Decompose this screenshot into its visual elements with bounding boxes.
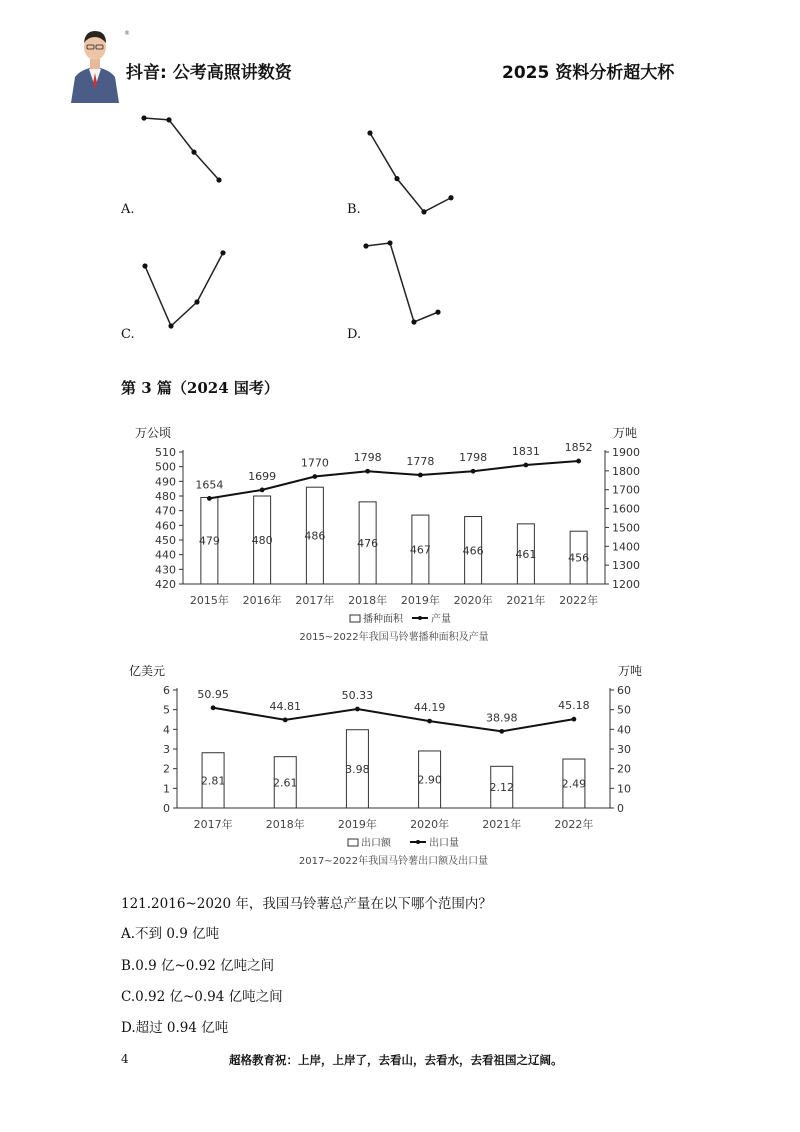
line-point — [572, 717, 577, 722]
x-tick-label: 2015年 — [189, 594, 229, 607]
right-axis-unit: 万吨 — [613, 426, 638, 440]
option-c-graph — [137, 246, 237, 336]
x-tick-label: 2021年 — [506, 594, 546, 607]
option-graph-line — [145, 253, 223, 326]
left-tick-label: 420 — [155, 578, 176, 591]
line-value-label: 50.33 — [341, 689, 374, 703]
right-tick-label: 1900 — [612, 446, 640, 459]
x-tick-label: 2019年 — [400, 594, 440, 607]
option-graph-point — [411, 319, 416, 324]
chart-area-production — [135, 422, 650, 652]
right-tick-label: 1300 — [612, 559, 640, 573]
question-stem: 121.2016~2020 年，我国马铃薯总产量在以下哪个范围内？ — [121, 896, 492, 912]
left-tick-label: 460 — [155, 519, 176, 533]
line-point — [418, 473, 423, 478]
line-point — [427, 719, 432, 724]
line-point — [471, 469, 476, 474]
line-value-label: 44.19 — [413, 701, 446, 715]
left-axis-unit: 亿美元 — [129, 664, 166, 678]
right-tick-label: 1700 — [612, 483, 640, 497]
option-graph-point — [435, 310, 440, 315]
x-tick-label: 2022年 — [559, 594, 599, 607]
x-tick-label: 2018年 — [265, 818, 305, 831]
bar-value-label: 466 — [462, 544, 484, 558]
legend-line-label: 产量 — [431, 614, 451, 625]
line-value-label: 1798 — [353, 451, 382, 465]
answer-option-c[interactable]: C.0.92 亿~0.94 亿吨之间 — [121, 989, 283, 1005]
answer-option-a[interactable]: A.不到 0.9 亿吨 — [121, 926, 220, 942]
x-tick-label: 2018年 — [348, 594, 388, 607]
chart-caption: 2015~2022年我国马铃薯播种面积及产量 — [299, 632, 489, 643]
option-graph-point — [394, 176, 399, 181]
line-point — [499, 729, 504, 734]
line-value-label: 44.81 — [269, 699, 301, 713]
chart-caption: 2017~2022年我国马铃薯出口额及出口量 — [298, 856, 489, 867]
legend-line-marker — [418, 616, 422, 620]
legend-bar-swatch — [350, 615, 360, 622]
right-tick-label: 60 — [617, 684, 631, 697]
right-tick-label: 10 — [617, 782, 631, 796]
line-value-label: 1852 — [564, 441, 593, 455]
line-point — [207, 496, 212, 501]
x-tick-label: 2019年 — [337, 818, 377, 831]
option-graph-point — [448, 195, 453, 200]
line-value-label: 1798 — [459, 451, 488, 465]
right-tick-label: 50 — [617, 703, 631, 717]
right-axis-unit: 万吨 — [618, 664, 643, 678]
left-axis-unit: 万公顷 — [135, 426, 172, 440]
page-number: 4 — [121, 1052, 129, 1066]
line-value-label: 50.95 — [197, 687, 229, 701]
line-series — [213, 708, 574, 732]
line-point — [312, 474, 317, 479]
line-point — [576, 459, 581, 464]
header-left-title: 抖音: 公考高照讲数资 — [126, 63, 292, 83]
bar-value-label: 480 — [251, 534, 273, 547]
header-right-title: 2025 资料分析超大杯 — [502, 63, 675, 83]
left-tick-label: 440 — [155, 548, 176, 562]
x-tick-label: 2020年 — [410, 818, 450, 831]
option-d-label: D. — [347, 327, 362, 342]
option-graph-point — [363, 243, 368, 248]
registered-mark: ® — [124, 30, 130, 37]
option-b-graph — [362, 125, 462, 215]
line-point — [211, 705, 216, 710]
bar-value-label: 2.61 — [273, 776, 298, 790]
legend-bar-label: 出口额 — [361, 838, 391, 849]
option-graph-point — [166, 117, 171, 122]
bar-value-label: 2.81 — [200, 774, 226, 788]
right-tick-label: 0 — [617, 802, 624, 815]
option-d-graph — [360, 236, 460, 331]
bar-value-label: 456 — [568, 551, 590, 565]
bar-value-label: 467 — [409, 543, 431, 557]
left-tick-label: 490 — [155, 475, 176, 489]
left-tick-label: 3 — [163, 743, 170, 756]
line-point — [283, 717, 288, 722]
left-tick-label: 1 — [163, 782, 170, 796]
x-tick-label: 2021年 — [482, 818, 522, 831]
x-tick-label: 2020年 — [453, 594, 493, 607]
left-tick-label: 2 — [163, 762, 170, 776]
right-tick-label: 40 — [617, 723, 631, 737]
line-value-label: 1770 — [300, 456, 329, 470]
right-tick-label: 1600 — [612, 502, 640, 516]
chart-export — [129, 660, 650, 875]
line-value-label: 1699 — [248, 469, 277, 483]
option-graph-point — [367, 130, 372, 135]
option-graph-point — [191, 150, 196, 155]
answer-option-d[interactable]: D.超过 0.94 亿吨 — [121, 1020, 229, 1036]
x-tick-label: 2017年 — [295, 594, 335, 607]
left-tick-label: 450 — [155, 534, 176, 547]
bar-value-label: 461 — [515, 547, 537, 561]
bar-value-label: 476 — [357, 536, 379, 550]
bar-value-label: 2.49 — [561, 777, 587, 791]
option-graph-point — [141, 115, 146, 120]
option-graph-point — [216, 177, 221, 182]
author-avatar — [67, 25, 123, 103]
left-tick-label: 500 — [155, 460, 176, 474]
answer-option-b[interactable]: B.0.9 亿~0.92 亿吨之间 — [121, 958, 275, 974]
left-tick-label: 6 — [163, 684, 170, 697]
x-tick-label: 2022年 — [554, 818, 594, 831]
x-tick-label: 2017年 — [193, 818, 233, 831]
option-b-label: B. — [347, 202, 361, 217]
option-c-label: C. — [121, 327, 135, 342]
bar-value-label: 2.90 — [417, 773, 442, 787]
bar-value-label: 479 — [198, 534, 220, 548]
legend-bar-swatch — [348, 839, 358, 846]
left-tick-label: 470 — [155, 504, 176, 518]
line-point — [365, 469, 370, 474]
bar-value-label: 486 — [304, 529, 326, 543]
option-a-graph — [136, 110, 236, 190]
line-point — [523, 463, 528, 468]
right-tick-label: 1800 — [612, 464, 640, 478]
line-point — [355, 707, 360, 712]
line-value-label: 1654 — [195, 478, 224, 492]
section-title: 第 3 篇（2024 国考） — [121, 379, 279, 397]
option-graph-point — [387, 240, 392, 245]
option-graph-line — [370, 133, 451, 212]
option-graph-point — [421, 209, 426, 214]
legend-line-marker — [416, 840, 420, 844]
legend-bar-label: 播种面积 — [363, 614, 403, 625]
left-tick-label: 4 — [163, 723, 170, 737]
line-value-label: 45.18 — [558, 699, 590, 713]
option-a-label: A. — [121, 202, 135, 217]
chart-potato-area-production — [135, 422, 650, 652]
option-graph-point — [142, 263, 147, 268]
right-tick-label: 1400 — [612, 540, 640, 554]
right-tick-label: 1200 — [612, 578, 640, 591]
option-graph-line — [144, 118, 219, 180]
option-graph-line — [366, 243, 438, 322]
x-tick-label: 2016年 — [242, 594, 282, 607]
bar-value-label: 3.98 — [345, 762, 370, 776]
left-tick-label: 510 — [155, 446, 176, 459]
option-graph-point — [168, 323, 173, 328]
left-tick-label: 480 — [155, 490, 176, 503]
chart-potato-export — [129, 660, 650, 875]
legend-line-label: 出口量 — [429, 838, 459, 849]
line-value-label: 1831 — [511, 445, 540, 459]
right-tick-label: 30 — [617, 743, 631, 756]
bar-value-label: 2.12 — [489, 781, 514, 795]
option-graph-point — [220, 250, 225, 255]
line-value-label: 1778 — [406, 455, 435, 469]
line-value-label: 38.98 — [486, 711, 518, 725]
option-graph-point — [194, 299, 199, 304]
left-tick-label: 0 — [163, 802, 170, 815]
right-tick-label: 1500 — [612, 521, 640, 535]
line-point — [260, 488, 265, 493]
footer-text: 超格教育祝：上岸，上岸了，去看山，去看水，去看祖国之辽阔。 — [229, 1053, 563, 1067]
left-tick-label: 5 — [163, 703, 170, 717]
right-tick-label: 20 — [617, 762, 631, 776]
left-tick-label: 430 — [155, 563, 176, 577]
